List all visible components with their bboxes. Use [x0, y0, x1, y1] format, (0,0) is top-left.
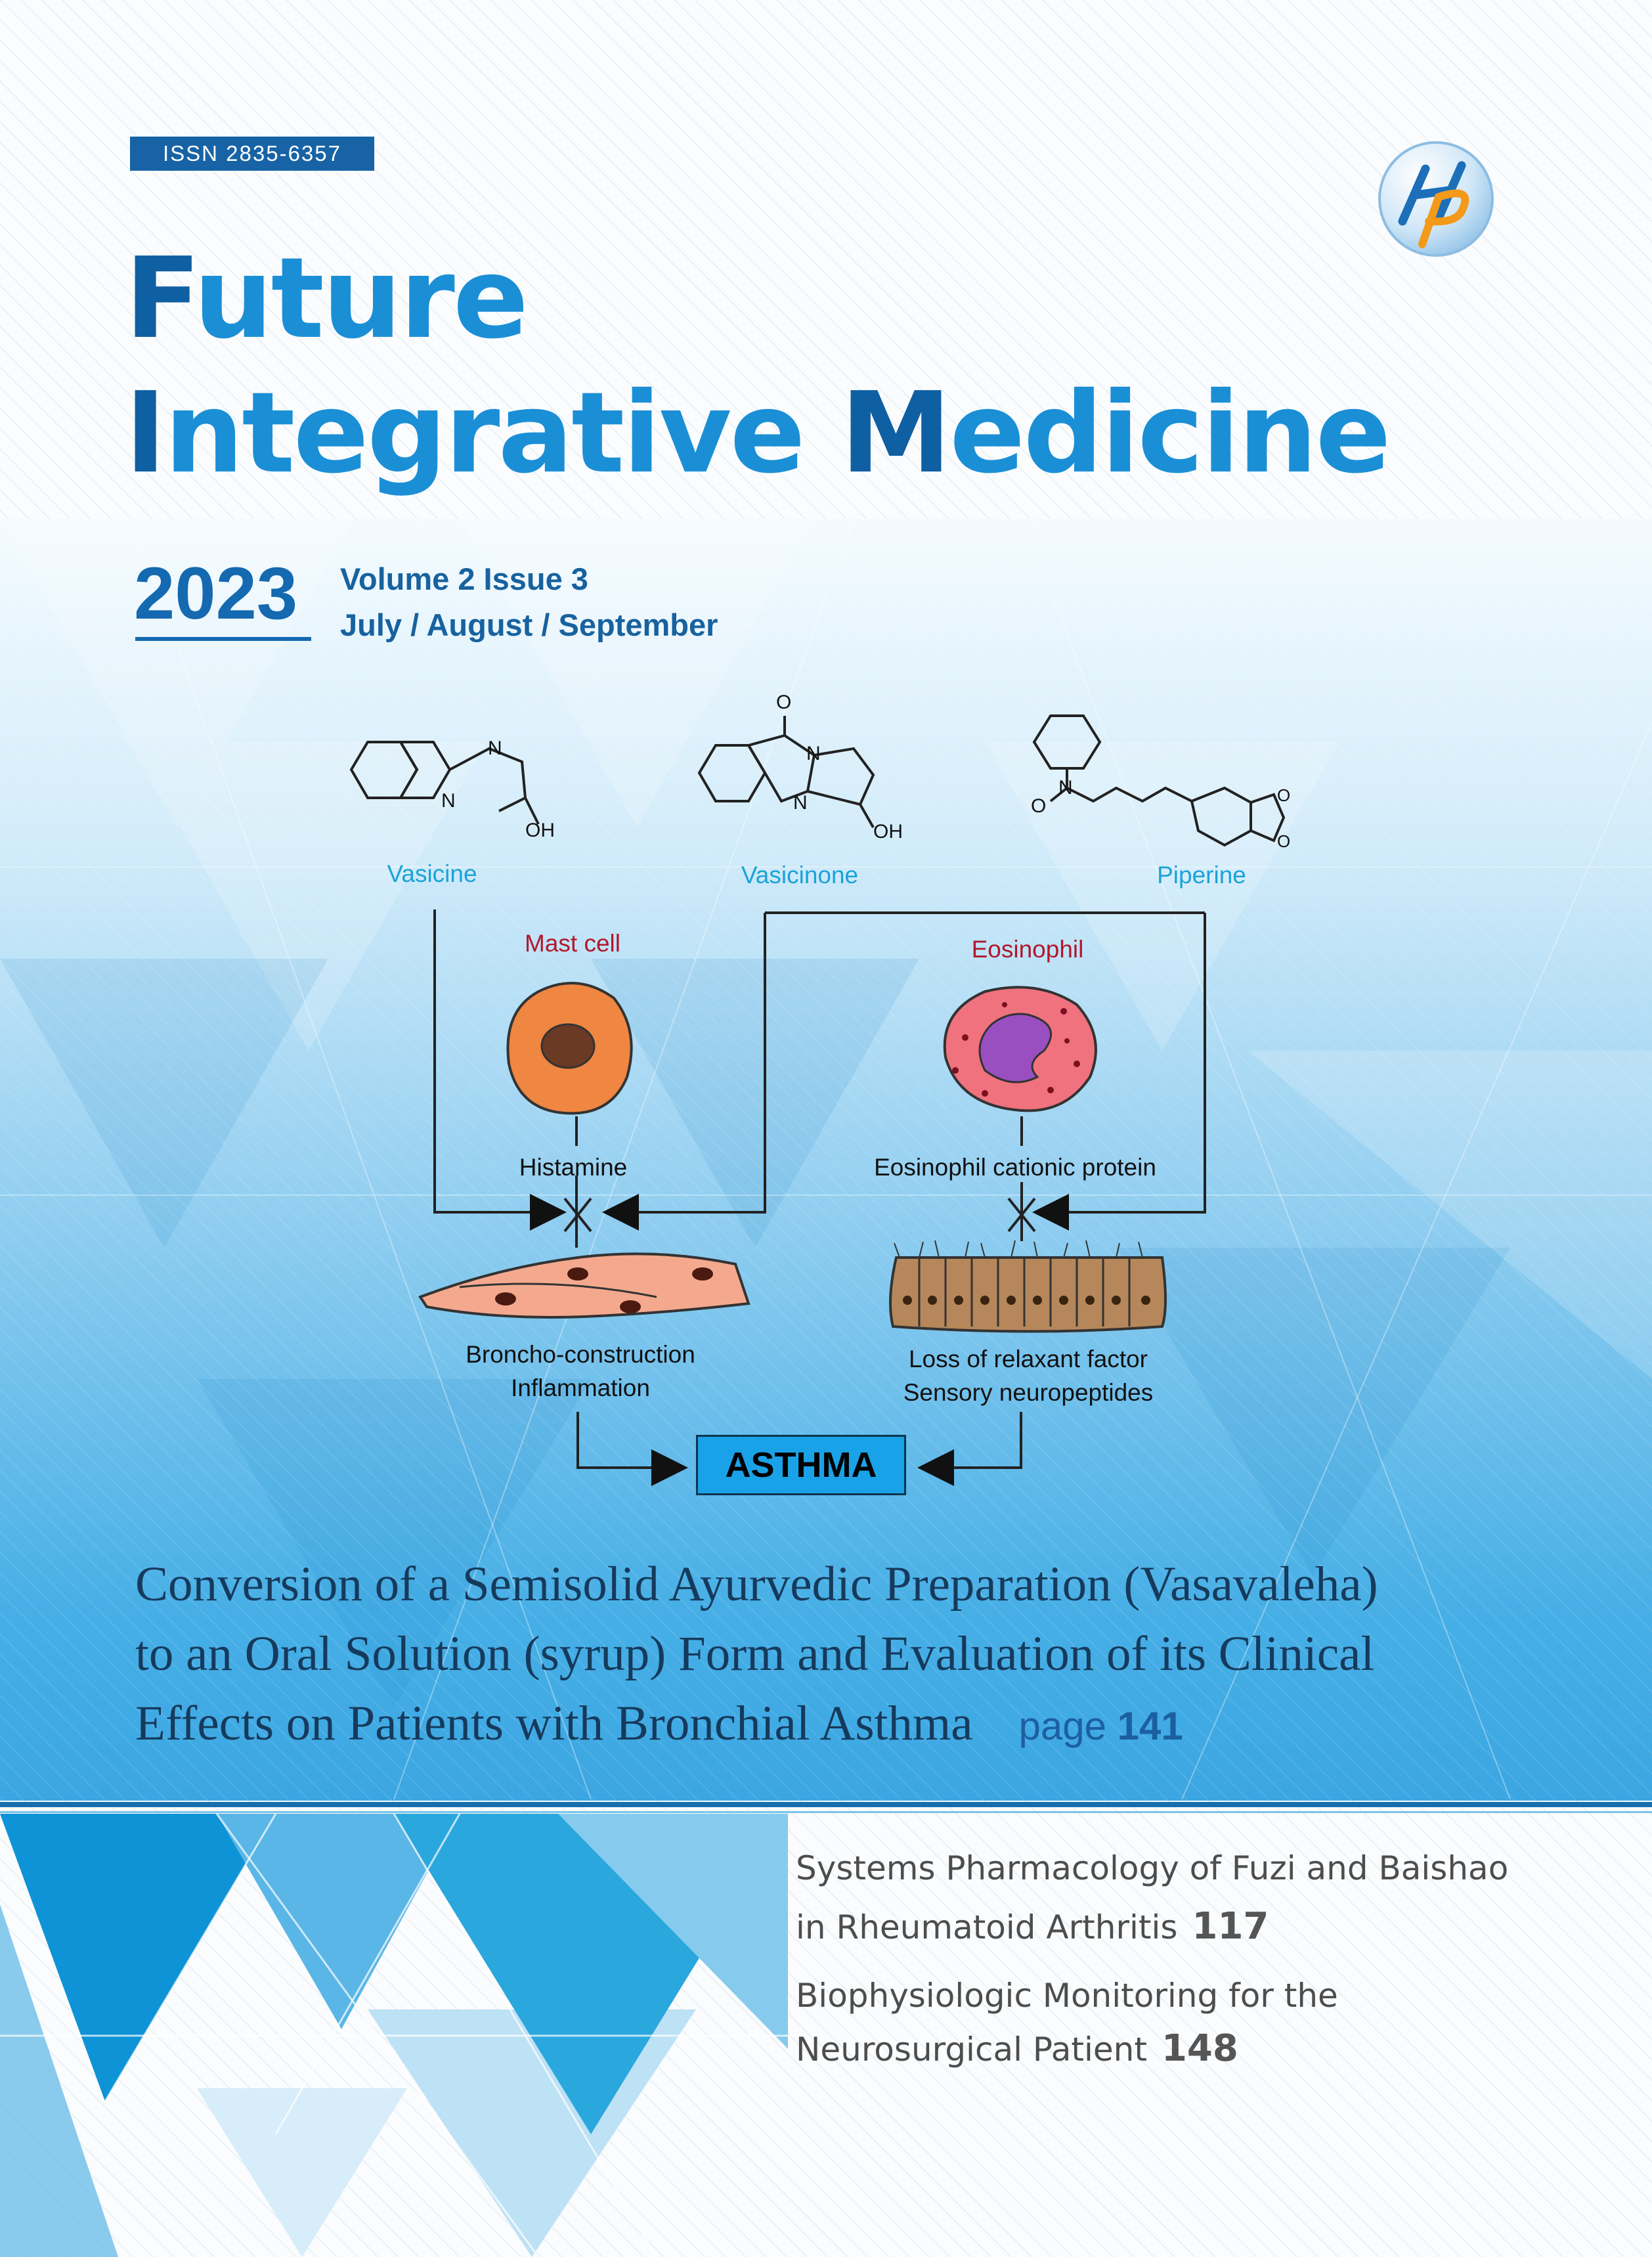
feature-page-ref: page 141: [1018, 1704, 1183, 1748]
journal-title-line2: Integrative Medicine: [125, 368, 1389, 498]
toc-item-2-line1[interactable]: Biophysiologic Monitoring for the: [796, 1977, 1338, 2015]
feature-title-line2: to an Oral Solution (syrup) Form and Evaluation of its Clinical: [135, 1627, 1375, 1681]
effect-relaxant-label: Loss of relaxant factor: [908, 1346, 1148, 1372]
compound-piperine-label: Piperine: [1157, 862, 1246, 888]
atom-n-label: N: [1058, 777, 1073, 799]
toc-item-1-line1[interactable]: Systems Pharmacology of Fuzi and Baishao: [796, 1849, 1509, 1887]
atom-n-label: N: [441, 790, 456, 812]
asthma-outcome-box: ASTHMA: [696, 1435, 906, 1495]
issue-months: July / August / September: [340, 607, 718, 642]
atom-n-label: N: [806, 743, 821, 764]
toc-item-2-page: 148: [1161, 2027, 1238, 2070]
mast-cell-illustration: [508, 983, 631, 1113]
effect-inflammation-label: Inflammation: [511, 1374, 650, 1401]
ecp-label: Eosinophil cationic protein: [874, 1154, 1156, 1181]
smooth-muscle-illustration: [420, 1254, 749, 1317]
piperine-structure: [1034, 716, 1100, 768]
issue-volume: Volume 2 Issue 3: [340, 561, 588, 596]
feature-title-line3: Effects on Patients with Bronchial Asthma page 141: [135, 1696, 1183, 1751]
epithelium-illustration: [890, 1240, 1165, 1332]
mast-cell-label: Mast cell: [525, 930, 620, 957]
atom-n-label: N: [793, 792, 808, 814]
compound-vasicine-label: Vasicine: [387, 860, 477, 887]
effect-bronchoconstruction-label: Broncho-construction: [466, 1341, 695, 1368]
atom-o-label: O: [776, 691, 792, 713]
toc-item-1-page: 117: [1192, 1905, 1269, 1948]
compound-vasicinone-label: Vasicinone: [741, 862, 859, 888]
atom-oh-label: OH: [525, 820, 555, 841]
effect-neuropeptides-label: Sensory neuropeptides: [903, 1379, 1154, 1406]
issn-badge: ISSN 2835-6357: [130, 137, 374, 171]
section-divider-thin: [0, 1811, 1652, 1813]
atom-o-label: O: [1031, 795, 1047, 817]
atom-n-label: N: [488, 737, 502, 759]
toc-item-2-line2[interactable]: Neurosurgical Patient 148: [796, 2027, 1238, 2070]
issue-year: 2023: [134, 552, 298, 634]
vasicinone-structure: [699, 745, 765, 801]
eosinophil-illustration: [945, 987, 1096, 1110]
feature-article-title[interactable]: [135, 1550, 1547, 1761]
atom-o-label: O: [1277, 785, 1291, 805]
feature-title-line1: Conversion of a Semisolid Ayurvedic Preparation (Vasavaleha): [135, 1557, 1378, 1611]
histamine-label: Histamine: [519, 1154, 628, 1181]
atom-oh-label: OH: [873, 821, 903, 843]
vasicine-structure: [351, 742, 417, 798]
toc-item-1-line2[interactable]: in Rheumatoid Arthritis 117: [796, 1905, 1269, 1948]
atom-o-label: O: [1277, 831, 1291, 851]
journal-title-line1: Future: [125, 234, 527, 364]
section-divider: [0, 1802, 1652, 1807]
eosinophil-label: Eosinophil: [971, 936, 1084, 963]
